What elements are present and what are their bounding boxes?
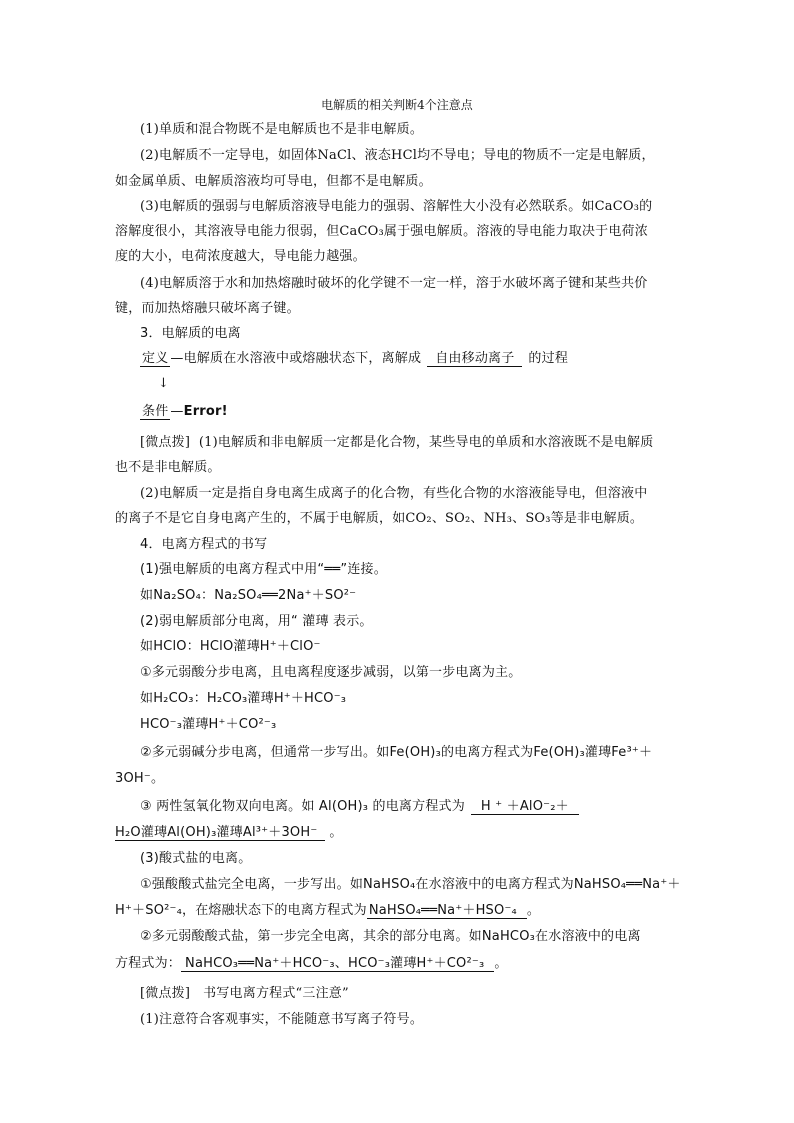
note-3-line-3: 度的大小，电荷浓度越大，导电能力越强。 (115, 249, 366, 264)
note-2-line-1: (2)电解质不一定导电，如固体NaCl、液态HCl均不导电；导电的物质不一定是电解质， (140, 148, 655, 163)
definition-blank: 自由移动离子 (427, 351, 522, 367)
rule-3-point-2-line-2: 方程式为： NaHCO₃══Na⁺＋HCO⁻₃、HCO⁻₃灌瑼H⁺＋CO²⁻₃ 。 (115, 956, 508, 971)
note-2-line-2: 如金属单质、电解质溶液均可导电，但都不是电解质。 (115, 174, 432, 189)
heading-equation: 4．电离方程式的书写 (140, 537, 268, 552)
amphoteric-blank-1: H ⁺ ＋AlO⁻₂＋ (471, 799, 579, 815)
tip-label: [微点拨] (140, 435, 191, 450)
tip-2-line-2: 的离子不是它自身电离产生的，不属于电解质，如CO₂、SO₂、NH₃、SO₃等是非电解质。 (115, 511, 644, 526)
tip-3-point-1: (1)注意符合客观事实，不能随意书写离子符号。 (140, 1012, 424, 1027)
tip-3-line: [微点拨] 书写电离方程式“三注意” (140, 986, 349, 1001)
down-arrow-icon: ↓ (158, 376, 170, 391)
condition-error: Error! (183, 404, 228, 419)
rule-1: (1)强电解质的电离方程式中用“══”连接。 (140, 562, 387, 577)
definition-text: 电解质在水溶液中或熔融状态下，离解成 (183, 351, 422, 366)
rule-2-point-3-line-2: H₂O灌瑼Al(OH)₃灌瑼Al³⁺＋3OH⁻ 。 (115, 825, 343, 840)
rule-3-point-1-line-1: ①强酸酸式盐完全电离，一步写出。如NaHSO₄在水溶液中的电离方程式为NaHSO₄══Na⁺＋ (140, 877, 681, 892)
tip-2-line-1: (2)电解质一定是指自身电离生成离子的化合物，有些化合物的水溶液能导电，但溶液中 (140, 486, 648, 501)
condition-line: 条件 —Error! (142, 404, 228, 419)
definition-end: 的过程 (528, 351, 569, 366)
tip-1-line-1: [微点拨] (1)电解质和非电解质一定都是化合物，某些导电的单质和水溶液既不是电解质 (140, 435, 654, 450)
condition-label: 条件 (142, 404, 169, 419)
tip-label-3: [微点拨] (140, 986, 191, 1001)
bicarbonate-blank: NaHCO₃══Na⁺＋HCO⁻₃、HCO⁻₃灌瑼H⁺＋CO²⁻₃ (181, 956, 494, 972)
rule-2-point-2-line-2: 3OH⁻。 (115, 771, 165, 786)
rule-2-example: 如HClO：HClO灌瑼H⁺＋ClO⁻ (140, 639, 321, 654)
tip-1-line-2: 也不是非电解质。 (115, 460, 221, 475)
note-1: (1)单质和混合物既不是电解质也不是非电解质。 (140, 122, 424, 137)
rule-2-point-3-line-1: ③ 两性氢氧化物双向电离。如 Al(OH)₃ 的电离方程式为 H ⁺ ＋AlO⁻₂＋ (140, 798, 579, 816)
section-title: 电解质的相关判断4个注意点 (321, 98, 473, 112)
note-4-line-1: (4)电解质溶于水和加热熔融时破坏的化学键不一定一样，溶于水破坏离子键和某些共价 (140, 276, 648, 291)
rule-3-point-2-line-1: ②多元弱酸酸式盐，第一步完全电离，其余的部分电离。如NaHCO₃在水溶液中的电离 (140, 929, 641, 944)
rule-2-point-1: ①多元弱酸分步电离，且电离程度逐步减弱，以第一步电离为主。 (140, 665, 522, 680)
rule-1-example: 如Na₂SO₄：Na₂SO₄══2Na⁺＋SO²⁻ (140, 588, 357, 603)
definition-line: 定义 —电解质在水溶液中或熔融状态下，离解成 自由移动离子 的过程 (142, 351, 569, 366)
molten-blank: NaHSO₄══Na⁺＋HSO⁻₄ (367, 903, 527, 919)
note-4-line-2: 键，而加热熔融只破坏离子键。 (115, 301, 300, 316)
amphoteric-blank-2: H₂O灌瑼Al(OH)₃灌瑼Al³⁺＋3OH⁻ (115, 825, 325, 841)
rule-3-point-1-line-2: H⁺＋SO²⁻₄，在熔融状态下的电离方程式为 NaHSO₄══Na⁺＋HSO⁻₄ 。 (115, 903, 541, 918)
rule-2-point-2-line-1: ②多元弱碱分步电离，但通常一步写出。如Fe(OH)₃的电离方程式为Fe(OH)₃灌瑼Fe³⁺＋ (140, 745, 653, 760)
note-3-line-1: (3)电解质的强弱与电解质溶液导电能力的强弱、溶解性大小没有必然联系。如CaCO₃的 (140, 199, 653, 214)
rule-3: (3)酸式盐的电离。 (140, 851, 252, 866)
rule-2: (2)弱电解质部分电离，用“ 灌瑼 表示。 (140, 614, 373, 629)
rule-2-point-1-example-2: HCO⁻₃灌瑼H⁺＋CO²⁻₃ (140, 717, 277, 732)
heading-ionization: 3．电解质的电离 (140, 326, 241, 341)
rule-2-point-1-example-1: 如H₂CO₃：H₂CO₃灌瑼H⁺＋HCO⁻₃ (140, 691, 347, 706)
definition-label: 定义 (142, 351, 169, 366)
note-3-line-2: 溶解度很小，其溶液导电能力很弱，但CaCO₃属于强电解质。溶液的导电能力取决于电荷浓 (115, 224, 648, 239)
